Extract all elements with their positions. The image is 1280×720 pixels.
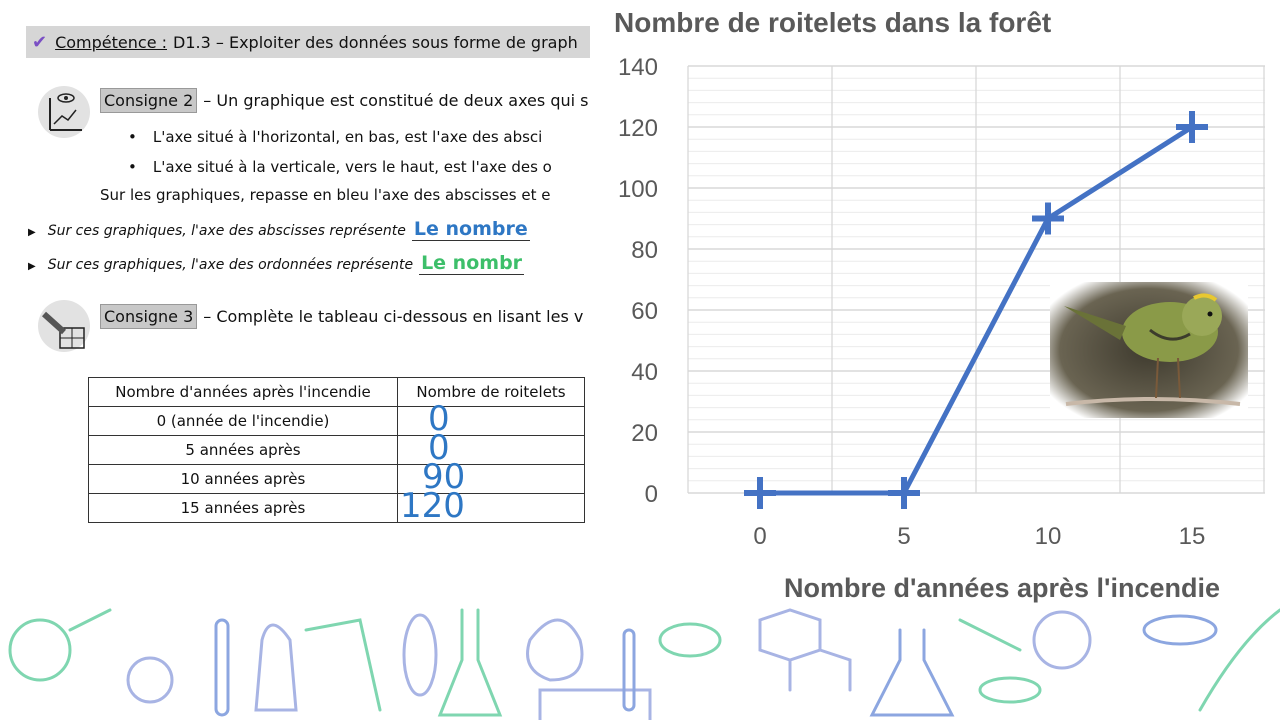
consigne-2-tag: Consigne 2 — [100, 88, 197, 113]
y-tick-label: 120 — [617, 115, 658, 142]
question-abscissa — [28, 218, 530, 241]
plus-marker — [1032, 203, 1064, 235]
question-ordinate-text: Sur ces graphiques, l'axe des ordonnées représente — [47, 257, 414, 273]
table-cell-label: 15 années après — [89, 494, 398, 523]
worksheet-panel — [0, 0, 590, 600]
consigne-3 — [100, 304, 583, 329]
y-tick-label: 60 — [631, 298, 658, 325]
table-header-count: Nombre de roitelets — [398, 378, 585, 407]
table-header-years: Nombre d'années après l'incendie — [89, 378, 398, 407]
handwritten-value: 0 — [428, 399, 450, 439]
competence-banner — [26, 26, 590, 58]
consigne-2 — [100, 88, 588, 113]
checkmark-icon: ✔ — [32, 31, 48, 53]
handwritten-value: 0 — [428, 428, 450, 468]
competence-text: D1.3 – Exploiter des données sous forme de graph — [173, 32, 578, 52]
x-tick-label: 15 — [1178, 523, 1206, 550]
competence-label: Compétence : — [55, 32, 168, 52]
plus-marker — [888, 477, 920, 509]
answer-ordinate: Le nombr — [421, 252, 523, 274]
bullet-vertical-axis: • L'axe situé à la verticale, vers le haut, est l'axe des o — [128, 158, 552, 176]
y-tick-label: 100 — [617, 176, 658, 203]
table-cell-label: 10 années après — [89, 465, 398, 494]
x-tick-label: 0 — [753, 523, 767, 550]
x-tick-label: 5 — [897, 523, 911, 550]
data-table — [88, 377, 585, 526]
y-tick-label: 80 — [631, 237, 658, 264]
chart-title: Nombre de roitelets dans la forêt — [614, 7, 1052, 38]
pencil-table-icon — [38, 300, 90, 352]
answer-abscissa: Le nombre — [413, 218, 528, 240]
y-tick-label: 40 — [631, 359, 658, 386]
consigne-3-text: – Complète le tableau ci-dessous en lisant les v — [203, 307, 584, 326]
handwritten-value: 120 — [400, 486, 465, 526]
consigne-2-text: – Un graphique est constitué de deux axes qui s — [203, 91, 589, 110]
y-tick-label: 0 — [644, 481, 658, 508]
table-row — [89, 494, 585, 523]
table-cell-label: 5 années après — [89, 436, 398, 465]
question-ordinate — [28, 252, 524, 275]
table-cell-label: 0 (année de l'incendie) — [89, 407, 398, 436]
chart-grid — [688, 66, 1265, 493]
x-tick-label: 10 — [1034, 523, 1062, 550]
science-illustration-border — [0, 600, 1280, 720]
consigne-3-tag: Consigne 3 — [100, 304, 197, 329]
plus-marker — [1176, 111, 1208, 143]
question-abscissa-text: Sur ces graphiques, l'axe des abscisses représente — [47, 223, 406, 239]
graph-eye-icon — [38, 86, 90, 138]
table-cell-value — [398, 486, 585, 526]
plus-marker — [744, 477, 776, 509]
line-chart — [590, 0, 1280, 610]
handwritten-value: 90 — [422, 457, 466, 497]
bird-photo — [1050, 282, 1248, 418]
triangle-bullet-icon: ▶ — [28, 261, 36, 272]
triangle-bullet-icon: ▶ — [28, 227, 36, 238]
axis-instruction: Sur les graphiques, repasse en bleu l'axe des abscisses et e — [100, 186, 551, 204]
x-axis-title: Nombre d'années après l'incendie — [784, 573, 1220, 603]
bullet-horizontal-axis: • L'axe situé à l'horizontal, en bas, est l'axe des absci — [128, 128, 542, 146]
y-tick-label: 20 — [631, 420, 658, 447]
y-tick-label: 140 — [617, 54, 658, 81]
